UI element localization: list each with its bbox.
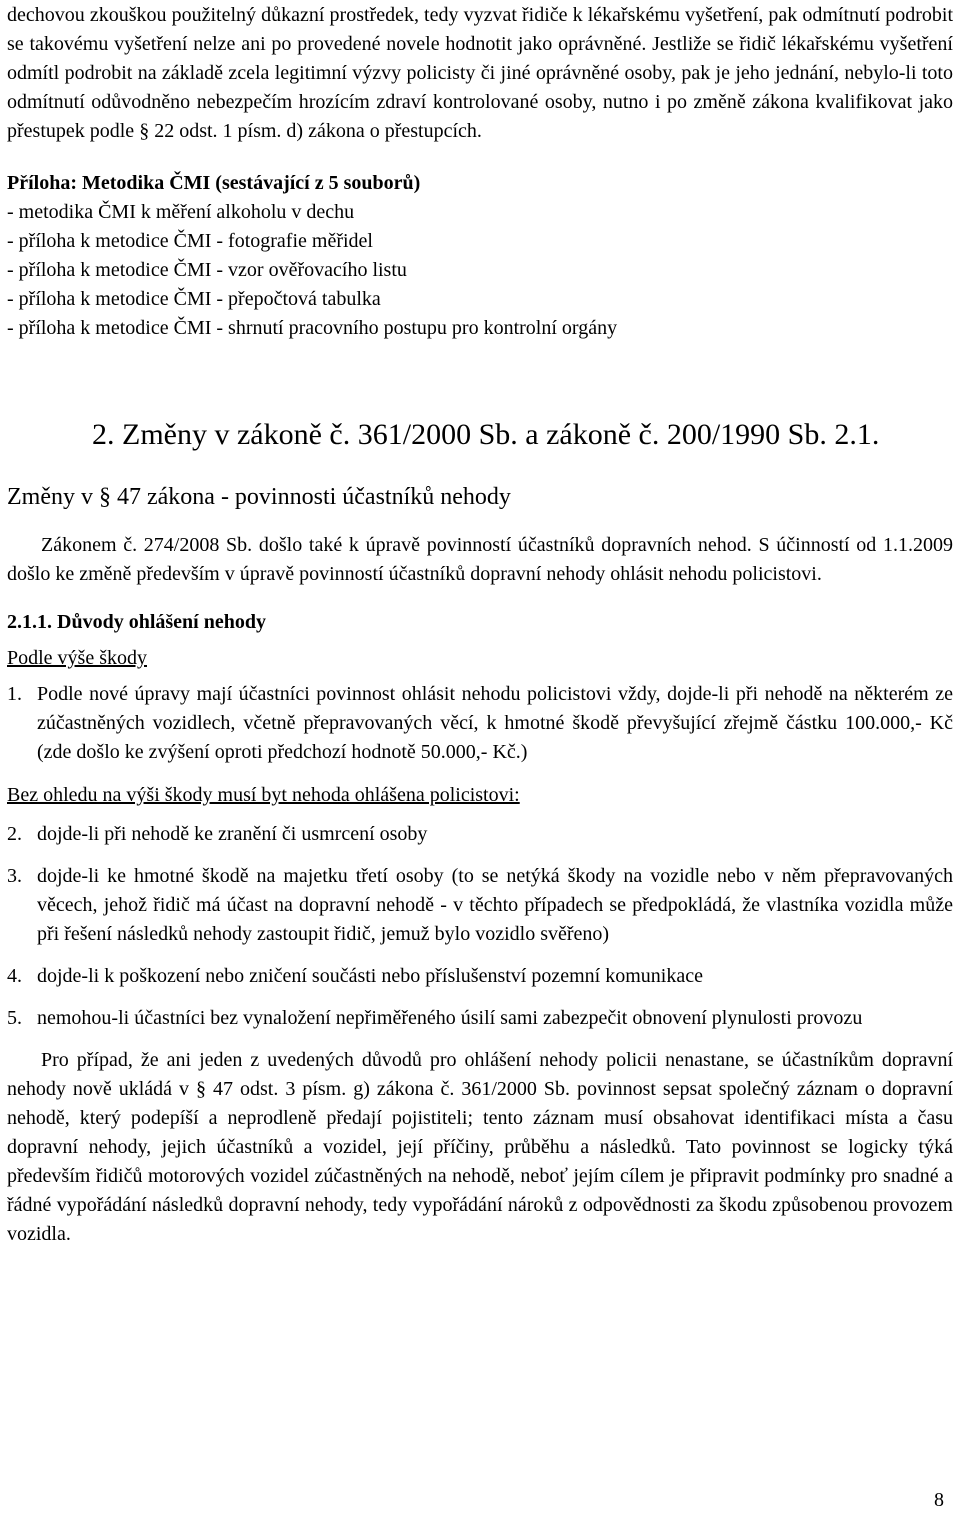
list-item xyxy=(7,1004,953,1033)
list-item-text: dojde-li při nehodě ke zranění či usmrcení osoby xyxy=(37,823,428,845)
attachment-item: - metodika ČMI k měření alkoholu v dechu xyxy=(7,201,355,223)
attachment-item: - příloha k metodice ČMI - vzor ověřovacího listu xyxy=(7,259,407,281)
list-item xyxy=(7,962,953,991)
attachment-item: - příloha k metodice ČMI - shrnutí pracovního postupu pro kontrolní orgány xyxy=(7,317,618,339)
list-item xyxy=(7,820,953,849)
section-heading: 2. Změny v zákoně č. 361/2000 Sb. a zákoně č. 200/1990 Sb. 2.1. xyxy=(92,418,880,451)
list-item xyxy=(7,680,953,767)
list-item-text: dojde-li k poškození nebo zničení součásti nebo příslušenství pozemní komunikace xyxy=(37,965,703,987)
attachment-block xyxy=(7,169,953,343)
intro-paragraph: dechovou zkouškou použitelný důkazní prostředek, tedy vyzvat řidiče k lékařskému vyšetření, pak odmítnutí podrobit se takovému vyšetření nelze ani po provedené novele hodnotit jako oprávněné. Jestliže se řidič lékařskému vyšetření odmítl podrobit na základě zcela legitimní výzvy policisty či jiné oprávněné osoby, pak je jeho jednání, nebylo-li toto odmítnutí odůvodněno nebezpečím hrozícím zdraví kontrolované osoby, nutno i po změně zákona kvalifikovat jako přestupek podle § 22 odst. 1 písm. d) zákona o přestupcích. xyxy=(7,4,953,142)
attachment-item: - příloha k metodice ČMI - přepočtová tabulka xyxy=(7,288,381,310)
reasons-heading: 2.1.1. Důvody ohlášení nehody xyxy=(7,611,266,633)
by-damage-label: Podle výše škody xyxy=(7,647,147,669)
list-item-number: 5. xyxy=(7,1007,22,1029)
attachment-item: - příloha k metodice ČMI - fotografie měřidel xyxy=(7,230,373,252)
list-item xyxy=(7,862,953,949)
list-item-number: 2. xyxy=(7,823,22,845)
page-number: 8 xyxy=(934,1489,944,1511)
list-item-text: Podle nové úpravy mají účastníci povinnost ohlásit nehodu policistovi vždy, dojde-li při nehodě na některém ze zúčastněných vozidlech, včetně přepravovaných věcí, k hmotné škodě převyšující zřejmě částku 100.000,- Kč (zde došlo ke zvýšení oproti předchozí hodnotě 50.000,- Kč.) xyxy=(37,683,953,763)
attachment-list xyxy=(7,198,953,343)
list-item-number: 4. xyxy=(7,965,22,987)
attachment-title: Příloha: Metodika ČMI (sestávající z 5 souborů) xyxy=(7,172,421,194)
law-paragraph: Zákonem č. 274/2008 Sb. došlo také k úpravě povinností účastníků dopravních nehod. S účinností od 1.1.2009 došlo ke změně především v úpravě povinností účastníků dopravní nehody ohlásit nehodu policistovi. xyxy=(7,534,953,585)
list-item-number: 3. xyxy=(7,865,22,887)
subsection-heading: Změny v § 47 zákona - povinnosti účastníků nehody xyxy=(7,484,511,510)
list-item-number: 1. xyxy=(7,683,22,705)
document-page xyxy=(7,0,953,1249)
regardless-label: Bez ohledu na výši škody musí byt nehoda ohlášena policistovi: xyxy=(7,784,520,806)
list-item-text: dojde-li ke hmotné škodě na majetku třetí osoby (to se netýká škody na vozidle nebo v něm přepravovaných věcech, jehož řidič má účast na dopravní nehodě - v těchto případech se předpokládá, že vlastníka vozidla může při řešení následků nehody zastoupit řidič, jemuž bylo vozidlo svěřeno) xyxy=(37,865,953,945)
closing-paragraph: Pro případ, že ani jeden z uvedených důvodů pro ohlášení nehody policii nenastane, se účastníkům dopravní nehody nově ukládá v § 47 odst. 3 písm. g) zákona č. 361/2000 Sb. povinnost sepsat společný záznam o dopravní nehodě, který podepíší a neprodleně předají pojistiteli; tento záznam musí obsahovat identifikaci místa a času dopravní nehody, jejich účastníků a vozidel, její příčiny, průběhu a následků. Tato povinnost se logicky týká především řidičů motorových vozidel zúčastněných na nehodě, neboť jejím cílem je připravit podmínky pro snadné a řádné vypořádání následků dopravní nehody, tedy vypořádání nároků z odpovědnosti za škodu způsobenou provozem vozidla. xyxy=(7,1049,953,1245)
list-item-text: nemohou-li účastníci bez vynaložení nepřiměřeného úsilí sami zabezpečit obnovení plynulosti provozu xyxy=(37,1007,863,1029)
